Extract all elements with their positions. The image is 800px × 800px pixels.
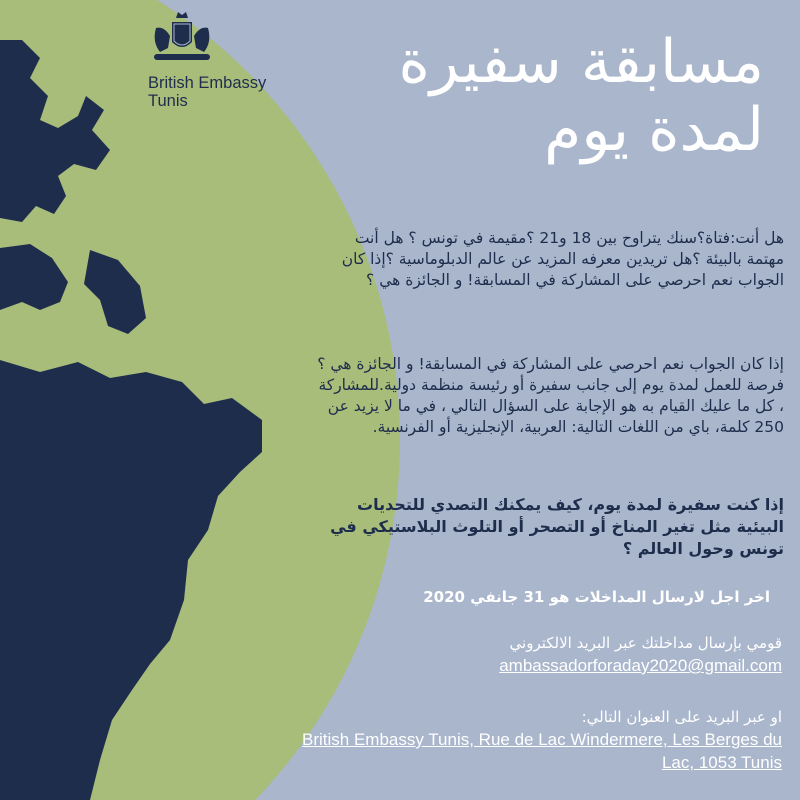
email-link[interactable]: ambassadorforaday2020@gmail.com — [499, 656, 782, 675]
details-paragraph: إذا كان الجواب نعم احرصي على المشاركة في المسابقة! و الجائزة هي ؟ فرصة للعمل لمدة يوم إلى جانب سفيرة أو رئيسة منظمة دولية.للمشاركة ، كل ما عليك القيام به هو الإجابة على السؤال التالي ، في ما لا يزيد عن 250 كلمة، باي من اللغات التالية: العربية، الإنجليزية أو الفرنسية. — [317, 355, 784, 436]
embassy-name — [148, 74, 266, 110]
title-line1: مسابقة سفيرة — [398, 27, 764, 97]
title-line2: لمدة يوم — [544, 95, 764, 165]
embassy-name-line2: Tunis — [148, 92, 188, 110]
email-intro-text: قومي بإرسال مداخلتك عبر البريد الالكتروني — [509, 634, 782, 652]
royal-coat-of-arms-icon — [148, 8, 216, 68]
deadline-text: اخر اجل لارسال المداخلات هو 31 جانفي 2020 — [423, 588, 770, 606]
post-intro-text: او عبر البريد على العنوان التالي: — [581, 708, 782, 726]
page-title — [294, 28, 764, 164]
competition-question: إذا كنت سفيرة لمدة يوم، كيف يمكنك التصدي للتحديات البيئية مثل تغير المناخ أو التصحر أو التلوث البلاستيكي في تونس وحول العالم ؟ — [330, 495, 784, 558]
address-link[interactable]: British Embassy Tunis, Rue de Lac Windermere, Les Berges du Lac, 1053 Tunis — [302, 730, 782, 772]
intro-paragraph: هل أنت:فتاة؟سنك يتراوح بين 18 و21 ؟مقيمة في تونس ؟ هل أنت مهتمة بالبيئة ؟هل تريدين معرفه المزيد عن عالم الدبلوماسية ؟إذا كان الجواب نعم احرصي على المشاركة في المسابقة! و الجائزة هي ؟ — [341, 229, 784, 289]
embassy-name-line1: British Embassy — [148, 74, 267, 92]
